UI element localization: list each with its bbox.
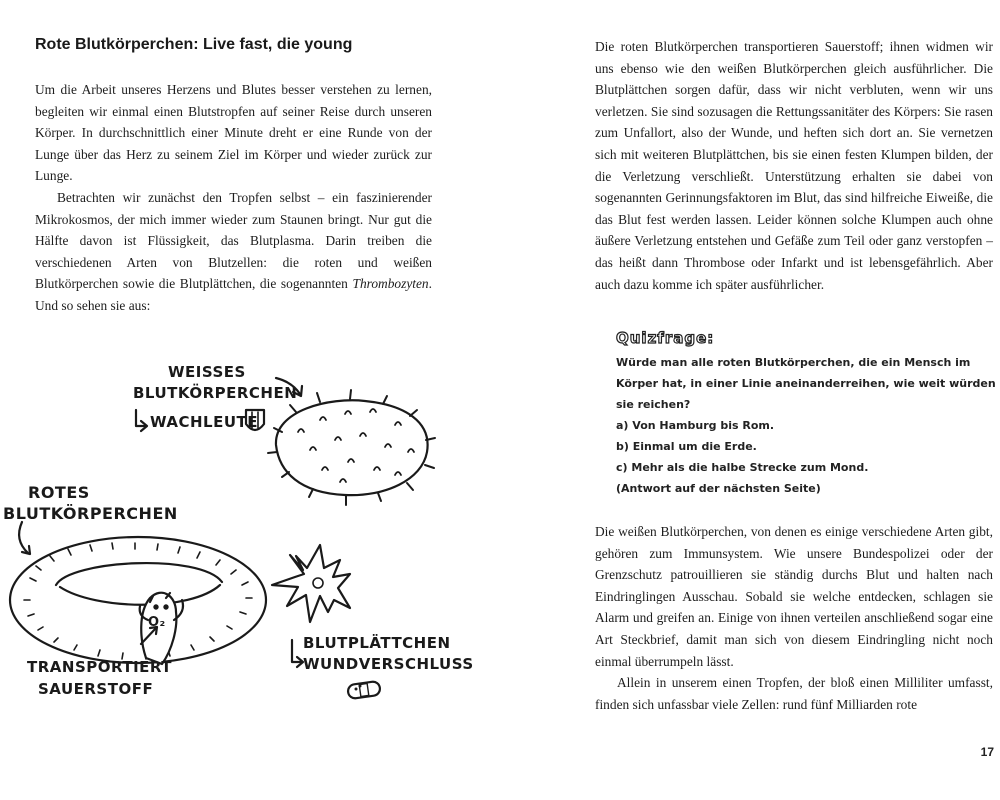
red-blood-cell-drawing <box>10 537 266 664</box>
wachleute-label: WACHLEUTE <box>150 413 259 431</box>
platelet-label: BLUTPLÄTTCHEN <box>303 634 451 652</box>
paragraph: Die weißen Blutkörperchen, von denen es einige verschiedene Arten gibt, gehören zum Immunsystem. Wie unsere Bundespolizei oder der Grenzschutz patrouillieren sie ständig durchs Blut und halten nach Eindringlingen Ausschau. Sobald sie welche entdecken, schlagen sie Alarm und greifen an. Einige von ihnen verteilen anschließend sogar eine Art Steckbrief, damit man sich von diesem Eindringling nicht noch einmal überrumpeln lässt. <box>595 524 993 669</box>
rbc-transport-label: SAUERSTOFF <box>38 680 154 698</box>
right-page <box>500 0 1000 800</box>
white-blood-cell-drawing <box>268 390 435 505</box>
left-body-text <box>35 79 432 317</box>
page-number: 17 <box>980 745 994 759</box>
o2-label: O₂ <box>148 615 166 630</box>
rbc-transport-label: TRANSPORTIERT <box>27 658 173 676</box>
section-heading: Rote Blutkörperchen: Live fast, die young <box>35 36 353 53</box>
quiz-option-a: a) Von Hamburg bis Rom. <box>616 419 775 432</box>
quiz-answer-note: (Antwort auf der nächsten Seite) <box>616 482 821 495</box>
right-body-text-bottom <box>595 521 993 715</box>
quiz-title: Quizfrage: <box>616 329 715 347</box>
wbc-label-line2: BLUTKÖRPERCHEN <box>133 384 298 402</box>
wbc-label <box>133 383 297 404</box>
quiz-question-line: Körper hat, in einer Linie aneinanderreihen, wie weit würden <box>616 377 996 390</box>
italic-term: Thrombozyten <box>352 276 429 292</box>
bandage-icon <box>347 681 381 699</box>
paragraph: Allein in unserem einen Tropfen, der bloß einen Milliliter umfasst, finden sich unfassbar viele Zellen: rund fünf Milliarden rote <box>595 675 993 712</box>
quiz-question-line: sie reichen? <box>616 398 691 411</box>
wbc-label-line1: WEISSES <box>168 363 246 381</box>
rbc-label: ROTES <box>28 483 90 502</box>
paragraph-text: . Und so sehen sie aus: <box>35 276 432 313</box>
paragraph <box>35 187 432 317</box>
rbc-arrow <box>19 522 28 553</box>
right-body-text-top <box>595 36 993 295</box>
paragraph: Um die Arbeit unseres Herzens und Blutes besser verstehen zu lernen, begleiten wir einmal einen Blutstropfen auf seiner Reise durch unseren Körper. In durchschnittlich einer Minute dreht er eine Runde von der Lunge über das Herz zu seinem Ziel im Körper und wieder zurück zur Lunge. <box>35 82 432 184</box>
paragraph-text: Betrachten wir zunächst den Tropfen selbst – ein faszinierender Mikrokosmos, der mich immer wieder zum Staunen bringt. Nur gut die Hälfte davon ist Flüssigkeit, das Blutplasma. Darin treiben die verschiedenen Arten von Blutzellen: die roten und weißen Blutkörperchen sowie die Blutplättchen, die sogenannten <box>35 189 432 292</box>
paragraph: Die roten Blutkörperchen transportieren Sauerstoff; ihnen widmen wir uns ebenso wie den weißen Blutkörperchen gleich ausführlicher. Die Blutplättchen sorgen dafür, dass wir nicht verbluten, wenn wir uns verletzen. Sie sind sozusagen die Rettungssanitäter des Körpers: Sie rasen zum Unfallort, also der Wunde, und heften sich dort an. Sie vernetzen sich mit weiteren Blutplättchen, bis sie einen festen Klumpen bilden, der die Verletzung verschließt. Unterstützung erhalten sie dabei von sogenannten Gerinnungsfaktoren im Blut, das sind hilfreiche Eiweiße, die das Blut fest werden lassen. Leider können solche Klumpen auch ohne äußere Verletzung entstehen und Gefäße zum Teil oder ganz verstopfen – das heißt dann Thrombose oder Infarkt und ist lebensgefährlich. Aber auch dazu komme ich später ausführlicher. <box>595 39 993 292</box>
quiz-box <box>616 329 996 499</box>
platelet-subtitle: WUNDVERSCHLUSS <box>303 655 474 673</box>
quiz-option-b: b) Einmal um die Erde. <box>616 440 757 453</box>
platelet-drawing <box>272 545 350 622</box>
rbc-label: BLUTKÖRPERCHEN <box>3 504 178 523</box>
quiz-option-c: c) Mehr als die halbe Strecke zum Mond. <box>616 461 869 474</box>
quiz-question-line: Würde man alle roten Blutkörperchen, die ein Mensch im <box>616 356 971 369</box>
wbc-label <box>168 362 246 383</box>
